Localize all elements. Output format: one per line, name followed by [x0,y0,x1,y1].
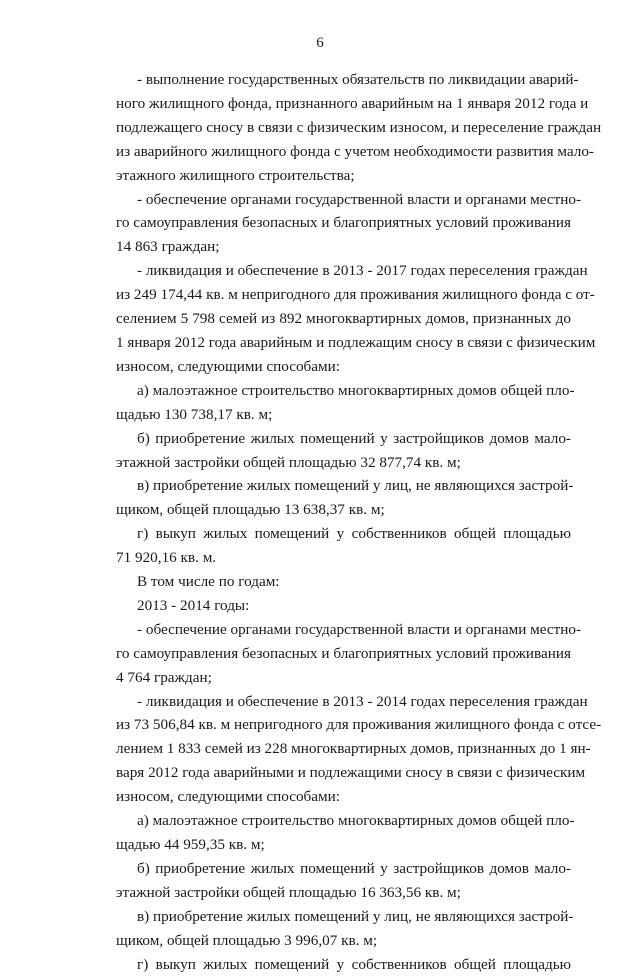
text-line: - обеспечение органами государственной власти и органами местно- [137,620,582,638]
text-line: износом, следующими способами: [116,357,340,375]
paragraph [95,809,575,857]
text-line: В том числе по годам: [137,573,280,591]
paragraph [95,68,602,188]
paragraph [95,905,574,953]
text-line: б) приобретение жилых помещений у застройщиков домов мало- [137,429,571,447]
text-line: го самоуправления безопасных и благоприятных условий проживания [116,214,571,232]
text-line: а) малоэтажное строительство многоквартирных домов общей пло- [137,381,575,399]
paragraph [95,522,571,570]
paragraph [95,474,574,522]
text-line: из 249 174,44 кв. м непригодного для проживания жилищного фонда с от- [116,286,595,304]
text-line: подлежащего сносу в связи с физическим износом, и переселение граждан [116,118,602,136]
text-line: - ликвидация и обеспечение в 2013 - 2017 годах переселения граждан [137,262,588,280]
text-line: лением 1 833 семей из 228 многоквартирных домов, признанных до 1 ян- [116,740,591,758]
text-line: - обеспечение органами государственной власти и органами местно- [137,190,582,208]
text-line: из 73 506,84 кв. м непригодного для проживания жилищного фонда с отсе- [116,716,602,734]
text-line: этажного жилищного строительства; [116,166,355,184]
paragraph [95,259,596,379]
page-number: 6 [316,35,324,51]
text-line: 14 863 граждан; [116,238,220,256]
text-line: 2013 - 2014 годы: [137,596,250,614]
text-line: щадью 44 959,35 кв. м; [116,836,265,853]
text-line: - выполнение государственных обязательств по ликвидации аварий- [137,71,579,88]
text-line: щиком, общей площадью 3 996,07 кв. м; [116,931,378,949]
text-line: ного жилищного фонда, признанного аварийным на 1 января 2012 года и [116,94,589,112]
text-line: г) выкуп жилых помещений у собственников общей площадью [137,525,571,543]
text-line: щиком, общей площадью 13 638,37 кв. м; [116,501,385,519]
text-line: 71 920,16 кв. м. [116,549,217,567]
text-line: из аварийного жилищного фонда с учетом необходимости развития мало- [116,142,594,160]
text-line: варя 2012 года аварийными и подлежащими сносу в связи с физическим [116,764,586,782]
text-line: в) приобретение жилых помещений у лиц, не являющихся застрой- [137,907,574,925]
text-line: износом, следующими способами: [116,788,340,806]
text-line: - ликвидация и обеспечение в 2013 - 2014 годах переселения граждан [137,692,588,710]
paragraph [95,427,571,475]
paragraph [95,570,571,594]
text-line: этажной застройки общей площадью 16 363,56 кв. м; [116,883,461,901]
paragraph [95,953,571,976]
text-line: в) приобретение жилых помещений у лиц, не являющихся застрой- [137,477,574,495]
text-line: селением 5 798 семей из 892 многоквартирных домов, признанных до [116,310,571,328]
text-line: б) приобретение жилых помещений у застройщиков домов мало- [137,859,571,877]
text-line: 4 764 граждан; [116,668,212,686]
paragraph [95,188,582,260]
paragraph [95,618,582,690]
text-line: го самоуправления безопасных и благоприятных условий проживания [116,644,571,662]
document-body [95,68,602,976]
paragraph [95,594,571,618]
text-line: 1 января 2012 года аварийным и подлежащим сносу в связи с физическим [116,333,596,351]
paragraph [95,690,602,810]
text-line: этажной застройки общей площадью 32 877,74 кв. м; [116,453,461,471]
text-line: а) малоэтажное строительство многоквартирных домов общей пло- [137,812,575,830]
text-line: г) выкуп жилых помещений у собственников общей площадью [137,955,571,973]
paragraph [95,379,575,427]
text-line: щадью 130 738,17 кв. м; [116,405,273,423]
paragraph [95,857,571,905]
